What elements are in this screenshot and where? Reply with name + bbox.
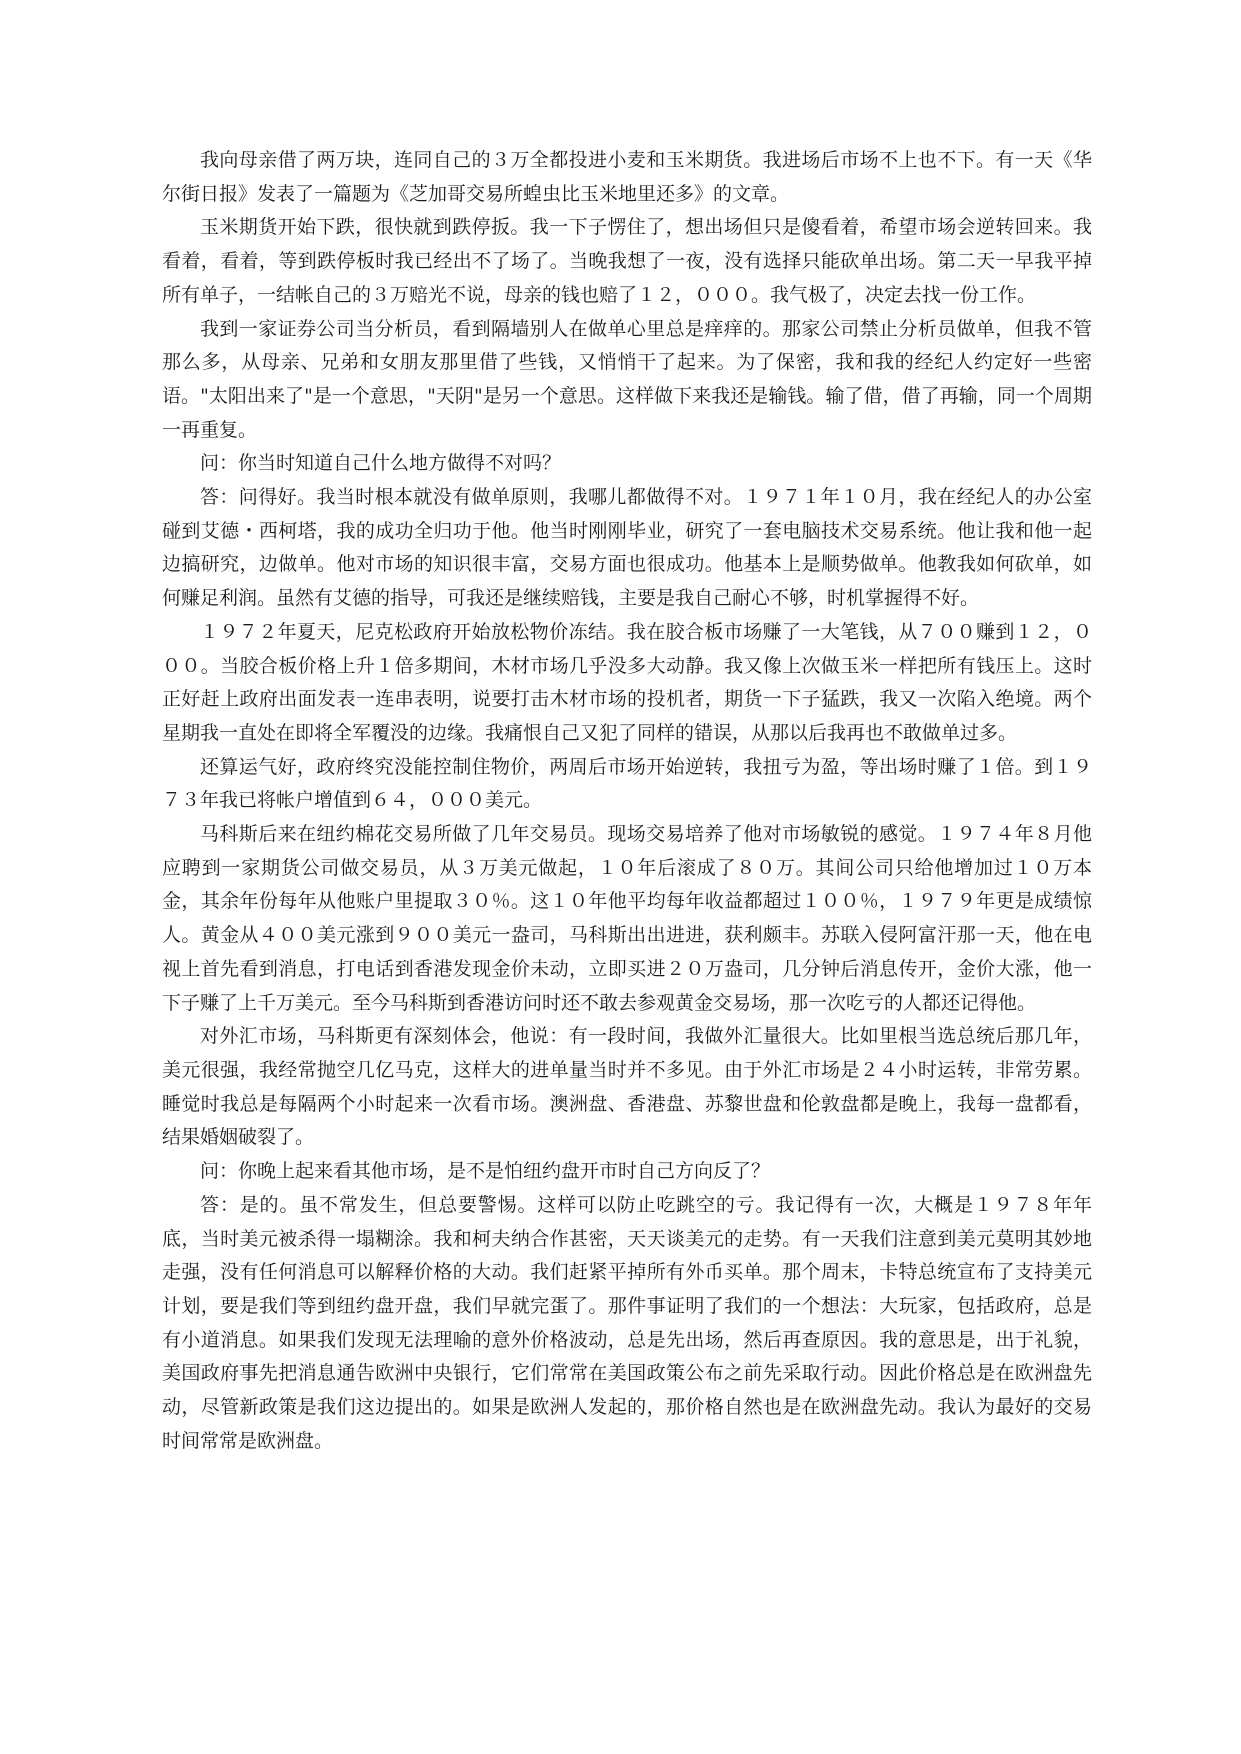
question-paragraph: 问：你晚上起来看其他市场，是不是怕纽约盘开市时自己方向反了？ <box>200 1160 771 1183</box>
question-paragraph: 问：你当时知道自己什么地方做得不对吗？ <box>200 452 562 475</box>
paragraph: 我向母亲借了两万块，连同自己的３万全都投进小麦和玉米期货。我进场后市场不上也不下。有一天《华尔街日报》发表了一篇题为《芝加哥交易所蝗虫比玉米地里还多》的文章。 <box>162 149 1092 205</box>
paragraph: １９７２年夏天，尼克松政府开始放松物价冻结。我在胶合板市场赚了一大笔钱，从７００赚到１２，０００。当胶合板价格上升１倍多期间，木材市场几乎没多大动静。我又像上次做玉米一样把所有钱压上。这时正好赶上政府出面发表一连串表明，说要打击木材市场的投机者，期货一下子猛跌，我又一次陷入绝境。两个星期我一直处在即将全军覆没的边缘。我痛恨自己又犯了同样的错误，从那以后我再也不敢做单过多。 <box>162 620 1092 744</box>
paragraph: 还算运气好，政府终究没能控制住物价，两周后市场开始逆转，我扭亏为盈，等出场时赚了１倍。到１９７３年我已将帐户增值到６４，０００美元。 <box>162 755 1092 812</box>
document-page <box>162 144 1092 1458</box>
answer-paragraph: 答：问得好。我当时根本就没有做单原则，我哪儿都做得不对。１９７１年１０月，我在经纪人的办公室碰到艾德・西柯塔，我的成功全归功于他。他当时刚刚毕业，研究了一套电脑技术交易系统。他让我和他一起边搞研究，边做单。他对市场的知识很丰富，交易方面也很成功。他基本上是顺势做单。他教我如何砍单，如何赚足利润。虽然有艾德的指导，可我还是继续赔钱，主要是我自己耐心不够，时机掌握得不好。 <box>162 486 1092 610</box>
answer-paragraph: 答：是的。虽不常发生，但总要警惕。这样可以防止吃跳空的亏。我记得有一次，大概是１９７８年年底，当时美元被杀得一塌糊涂。我和柯夫纳合作甚密，天天谈美元的走势。有一天我们注意到美元莫明其妙地走强，没有任何消息可以解释价格的大动。我们赶紧平掉所有外币买单。那个周末，卡特总统宣布了支持美元计划，要是我们等到纽约盘开盘，我们早就完蛋了。那件事证明了我们的一个想法：大玩家，包括政府，总是有小道消息。如果我们发现无法理喻的意外价格波动，总是先出场，然后再查原因。我的意思是，出于礼貌，美国政府事先把消息通告欧洲中央银行，它们常常在美国政策公布之前先采取行动。因此价格总是在欧洲盘先动，尽管新政策是我们这边提出的。如果是欧洲人发起的，那价格自然也是在欧洲盘先动。我认为最好的交易时间常常是欧洲盘。 <box>162 1193 1092 1452</box>
paragraph: 对外汇市场，马科斯更有深刻体会，他说：有一段时间，我做外汇量很大。比如里根当选总统后那几年，美元很强，我经常抛空几亿马克，这样大的进单量当时并不多见。由于外汇市场是２４小时运转，非常劳累。睡觉时我总是每隔两个小时起来一次看市场。澳洲盘、香港盘、苏黎世盘和伦敦盘都是晚上，我每一盘都看，结果婚姻破裂了。 <box>162 1025 1092 1149</box>
paragraph: 玉米期货开始下跌，很快就到跌停扳。我一下子愣住了，想出场但只是傻看着，希望市场会逆转回来。我看着，看着，等到跌停板时我已经出不了场了。当晚我想了一夜，没有选择只能砍单出场。第二天一早我平掉所有单子，一结帐自己的３万赔光不说，母亲的钱也赔了１２，０００。我气极了，决定去找一份工作。 <box>162 216 1092 306</box>
paragraph: 我到一家证券公司当分析员，看到隔墙别人在做单心里总是痒痒的。那家公司禁止分析员做单，但我不管那么多，从母亲、兄弟和女朋友那里借了些钱，又悄悄干了起来。为了保密，我和我的经纪人约定好一些密语。"太阳出来了"是一个意思，"天阴"是另一个意思。这样做下来我还是输钱。输了借，借了再输，同一个周期一再重复。 <box>162 317 1092 441</box>
paragraph: 马科斯后来在纽约棉花交易所做了几年交易员。现场交易培养了他对市场敏锐的感觉。１９７４年８月他应聘到一家期货公司做交易员，从３万美元做起，１０年后滚成了８０万。其间公司只给他增加过１０万本金，其余年份每年从他账户里提取３０％。这１０年他平均每年收益都超过１００％，１９７９年更是成绩惊人。黄金从４００美元涨到９００美元一盎司，马科斯出出进进，获利颇丰。苏联入侵阿富汗那一天，他在电视上首先看到消息，打电话到香港发现金价未动，立即买进２０万盎司，几分钟后消息传开，金价大涨，他一下子赚了上千万美元。至今马科斯到香港访问时还不敢去参观黄金交易场，那一次吃亏的人都还记得他。 <box>162 823 1092 1014</box>
